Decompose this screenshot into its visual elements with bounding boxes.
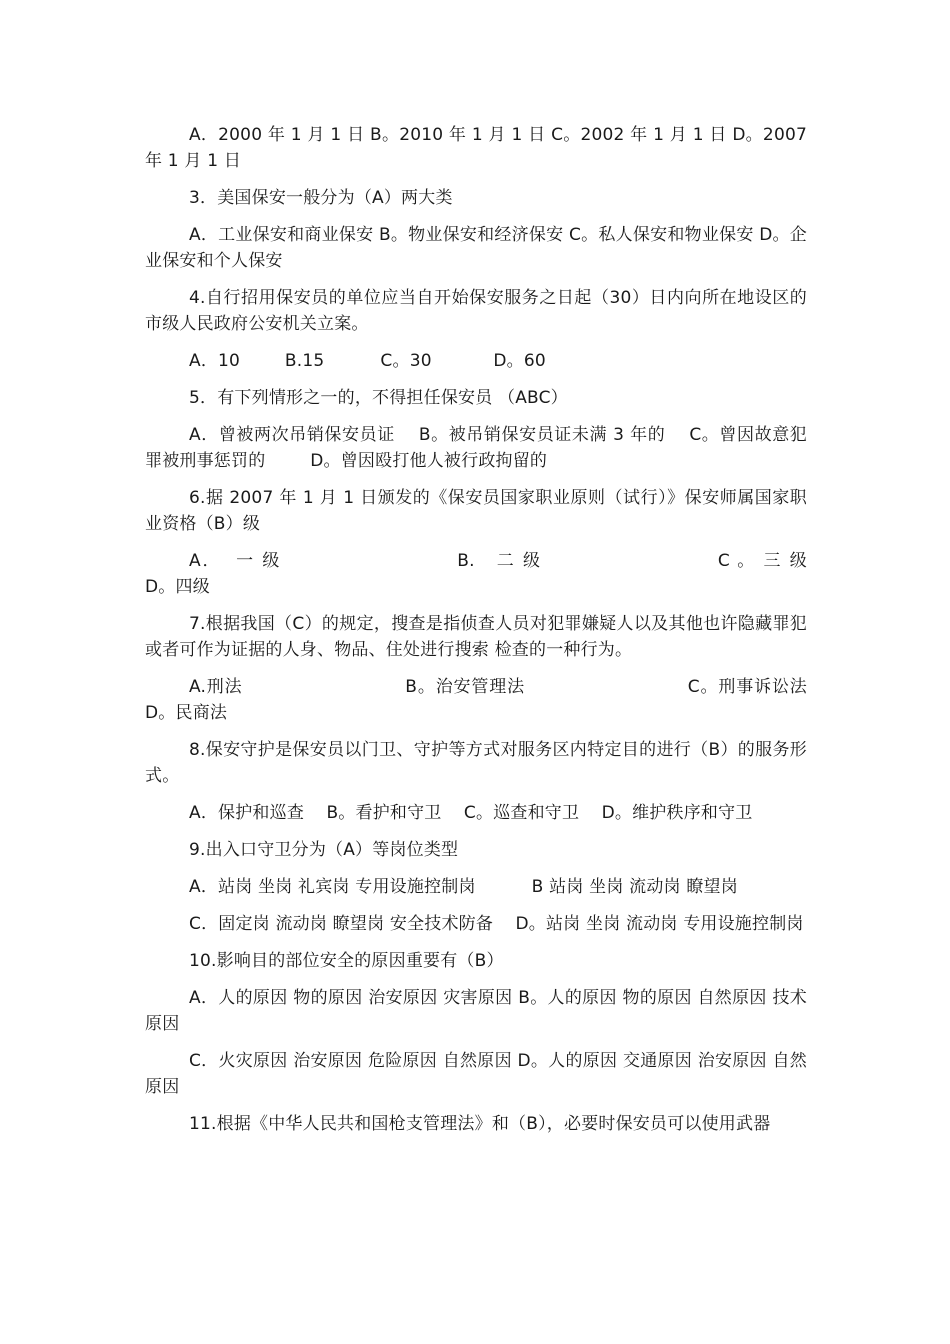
question-9: 9.出入口守卫分为（A）等岗位类型 xyxy=(189,840,459,860)
question-6-options: A． 一 级 B. 二 级 C 。 三 级 D。四级 xyxy=(145,551,920,597)
question-6: 6.据 2007 年 1 月 1 日颁发的《保安员国家职业原则（试行）》保安师属国家职业资格（B）级 xyxy=(145,488,807,534)
question-8-options: A．保护和巡查 B。看护和守卫 C。巡查和守卫 D。维护秩序和守卫 xyxy=(189,803,753,823)
question-5: 5．有下列情形之一的，不得担任保安员 （ABC） xyxy=(189,388,568,408)
question-4: 4.自行招用保安员的单位应当自开始保安服务之日起（30）日内向所在地设区的市级人民政府公安机关立案。 xyxy=(145,288,807,334)
question-11: 11.根据《中华人民共和国枪支管理法》和（B），必要时保安员可以使用武器 xyxy=(189,1114,771,1134)
question-8: 8.保安守护是保安员以门卫、守护等方式对服务区内特定目的进行（B）的服务形式。 xyxy=(145,740,807,786)
question-3: 3．美国保安一般分为（A）两大类 xyxy=(189,188,453,208)
question-9-options-ab: A．站岗 坐岗 礼宾岗 专用设施控制岗 B 站岗 坐岗 流动岗 瞭望岗 xyxy=(189,877,738,897)
question-3-options: A．工业保安和商业保安 B。物业保安和经济保安 C。私人保安和物业保安 D。企业保安和个人保安 xyxy=(145,225,807,271)
document-body xyxy=(145,122,920,1148)
question-10: 10.影响目的部位安全的原因重要有（B） xyxy=(189,951,504,971)
question-7-options: A.刑法 B。治安管理法 C。刑事诉讼法 D。民商法 xyxy=(145,677,903,723)
question-10-options-ab: A．人的原因 物的原因 治安原因 灾害原因 B。人的原因 物的原因 自然原因 技术原因 xyxy=(145,988,807,1034)
question-9-options-cd: C．固定岗 流动岗 瞭望岗 安全技术防备 D。站岗 坐岗 流动岗 专用设施控制岗 xyxy=(189,914,804,934)
question-7: 7.根据我国（C）的规定，搜查是指侦查人员对犯罪嫌疑人以及其他也许隐藏罪犯或者可作为证据的人身、物品、住处进行搜索 检查的一种行为。 xyxy=(145,614,807,660)
question-2-options: A．2000 年 1 月 1 日 B。2010 年 1 月 1 日 C。2002 年 1 月 1 日 D。2007 年 1 月 1 日 xyxy=(145,125,813,171)
question-10-options-cd: C．火灾原因 治安原因 危险原因 自然原因 D。人的原因 交通原因 治安原因 自然原因 xyxy=(145,1051,807,1097)
question-5-options: A．曾被两次吊销保安员证 B。被吊销保安员证未满 3 年的 C。曾因故意犯罪被刑事惩罚的 D。曾因殴打他人被行政拘留的 xyxy=(145,425,807,471)
question-4-options: A．10 B.15 C。30 D。60 xyxy=(189,351,546,371)
